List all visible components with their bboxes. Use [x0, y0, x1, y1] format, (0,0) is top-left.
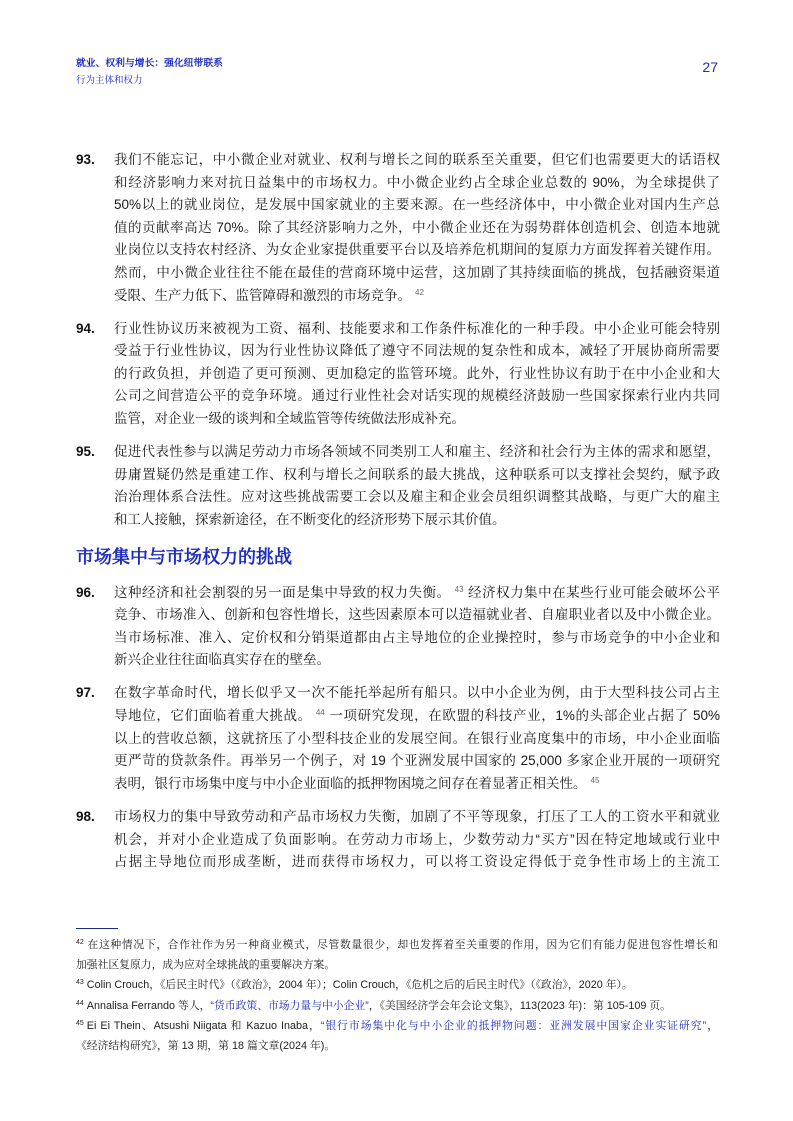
- text-line: 受益于行业性协议，因为行业性协议降低了遵守不同法规的复杂性和成本，减轻了开展协商所需要: [114, 343, 720, 359]
- text-line: 我们不能忘记，中小微企业对就业、权利与增长之间的联系至关重要，但它们也需要更大的话语权: [114, 152, 720, 167]
- page-number: 27: [702, 59, 718, 75]
- paragraph-number: 94.: [76, 320, 95, 336]
- footnote-text: ，: [706, 1019, 718, 1032]
- running-header-title: 就业、权利与增长：强化纽带联系: [76, 58, 223, 69]
- text-line: 市场权力的集中导致劳动和产品市场权力失衡，加剧了不平等现象，打压了工人的工资水平和就业: [114, 808, 720, 824]
- text-line: 50%以上的就业岗位，是发展中国家就业的主要来源。在一些经济体中，中小微企业对国内生产总: [114, 197, 720, 213]
- paragraph-text: [114, 682, 720, 795]
- text-line: 公司之间营造公平的竞争环境。通过行业性社会对话实现的规模经济鼓励一些国家探索行业内共同: [114, 388, 720, 404]
- footnote-ref-44[interactable]: 44: [315, 708, 325, 718]
- footnote-44: [76, 996, 718, 1016]
- footnote-42: [76, 935, 718, 975]
- text-line: 和经济影响力来对抗日益集中的市场权力。中小微企业约占全球企业总数的 90%，为全球提供了: [114, 174, 720, 190]
- footnote-line: [76, 975, 718, 995]
- text-line: 竞争、市场准入、创新和包容性增长，这些因素原本可以造福就业者、自雇职业者以及中小微企业。: [114, 607, 720, 623]
- text-line: 的行政负担，并创造了更可预测、更加稳定的监管环境。此外，行业性协议有助于在中小企业和大: [114, 365, 720, 381]
- text-line: 行业性协议历来被视为工资、福利、技能要求和工作条件标准化的一种手段。中小企业可能会特别: [114, 320, 720, 336]
- line-text: 导地位，它们面临着重大挑战。: [114, 708, 312, 724]
- paragraph-94: [76, 318, 722, 431]
- footnote-number: 43: [76, 979, 84, 987]
- footnote-number: 42: [76, 939, 84, 946]
- text-line: 占据主导地位而形成垄断，进而获得市场权力，可以将工资设定得低于竞争性市场上的主流工: [114, 854, 720, 870]
- text-line: 值的贡献率高达 70%。除了其经济影响力之外，中小微企业还在为弱势群体创造机会、创造本地就: [114, 219, 720, 235]
- text-line: 以上的营收总额，这就挤压了小型科技企业的发展空间。在银行业高度集中的市场，中小企业面临: [114, 730, 720, 746]
- body-content: [76, 149, 722, 884]
- footnote-line: [76, 935, 718, 955]
- text-line: 和工人接触，探索新途径，在不断变化的经济形势下展示其价值。: [114, 511, 506, 527]
- footnote-line: [76, 996, 718, 1016]
- paragraph-number: 96.: [76, 584, 95, 600]
- paragraph-text: [114, 582, 720, 672]
- paragraph-number: 97.: [76, 685, 95, 701]
- paragraph-text: [114, 149, 720, 307]
- line-text: 受限、生产力低下、监管障碍和激烈的市场竞争。: [114, 287, 411, 303]
- paragraph-97: [76, 682, 722, 795]
- text-line: 机会，并对小企业造成了负面影响。在劳动力市场上，少数劳动力“买方”因在特定地域或行业中: [114, 831, 720, 847]
- footnote-45: [76, 1016, 718, 1056]
- line-text: 一项研究发现，在欧盟的科技产业，1%的头部企业占据了 50%: [328, 708, 720, 724]
- footnote-text: Annalisa Ferrando 等人，: [86, 999, 211, 1012]
- footnote-number: 45: [76, 1019, 84, 1027]
- paragraph-96: [76, 582, 722, 672]
- paragraph-text: [114, 318, 720, 431]
- running-header-section: 行为主体和权力: [76, 75, 143, 86]
- footnote-43: [76, 975, 718, 995]
- footnote-link[interactable]: “银行市场集中化与中小企业的抵押物问题：亚洲发展中国家企业实证研究”: [320, 1019, 707, 1032]
- footnote-link[interactable]: “货币政策、市场力量与中小企业”: [210, 999, 369, 1012]
- footnote-line: [76, 1036, 718, 1056]
- paragraph-95: [76, 441, 722, 531]
- line-text: 这种经济和社会割裂的另一面是集中导致的权力失衡。: [114, 584, 451, 600]
- section-heading: 市场集中与市场权力的挑战: [76, 546, 292, 567]
- text-line: [114, 285, 720, 308]
- text-line: 业岗位以支持农村经济、为女企业家提供重要平台以及培养危机期间的复原力方面发挥着关键作用。: [114, 242, 720, 258]
- footnote-separator: [76, 928, 118, 929]
- footnote-text: Ei Ei Thein、Atsushi Niigata 和 Kazuo Inaba，: [86, 1019, 321, 1032]
- text-line: [114, 705, 720, 728]
- paragraph-text: [114, 806, 720, 874]
- footnote-text: ，《美国经济学会年会论文集》，113(2023 年)：第 105-109 页。: [368, 999, 671, 1012]
- text-line: 更严苛的贷款条件。再举另一个例子，对 19 个亚洲发展中国家的 25,000 多家企业开展的一项研究: [114, 753, 720, 769]
- text-line: [114, 773, 720, 796]
- footnote-number: 44: [76, 999, 84, 1007]
- footnote-ref-45[interactable]: 45: [590, 775, 600, 785]
- paragraph-93: [76, 149, 722, 307]
- text-line: [114, 582, 720, 605]
- footnote-text: 《经济结构研究》，第 13 期，第 18 篇文章(2024 年)。: [76, 1039, 336, 1052]
- text-line: 毋庸置疑仍然是重建工作、权利与增长之间联系的最大挑战，这种联系可以支撑社会契约，赋予政: [114, 466, 720, 482]
- paragraph-number: 93.: [76, 152, 95, 167]
- footnote-text: 在这种情况下，合作社作为另一种商业模式，尽管数量很少，却也发挥着至关重要的作用，因为它们有能力促进包容性增长和: [86, 939, 718, 951]
- text-line: 当市场标准、准入、定价权和分销渠道都由占主导地位的企业操控时，参与市场竞争的中小企业和: [114, 629, 720, 645]
- paragraph-98: [76, 806, 722, 874]
- footnote-ref-42[interactable]: 42: [415, 287, 424, 297]
- footnote-line: [76, 1016, 718, 1036]
- text-line: 在数字革命时代，增长似乎又一次不能托举起所有船只。以中小企业为例，由于大型科技公司占主: [114, 685, 720, 701]
- line-text: 表明，银行市场集中度与中小企业面临的抵押物困境之间存在着显著正相关性。: [114, 775, 587, 791]
- footnote-text: Colin Crouch，《后民主时代》（《政治》，2004 年）；Colin Crouch，《危机之后的后民主时代》（《政治》，2020 年）。: [86, 979, 633, 992]
- line-text: 经济权力集中在某些行业可能会破坏公平: [467, 584, 720, 600]
- paragraph-number: 95.: [76, 444, 95, 460]
- footnote-line: [76, 955, 718, 975]
- footnote-text: 加强社区复原力，成为应对全球挑战的重要解决方案。: [76, 959, 336, 972]
- footnotes: [76, 935, 718, 1056]
- text-line: 监管，对企业一级的谈判和全域监管等传统做法形成补充。: [114, 411, 465, 427]
- text-line: 促进代表性参与以满足劳动力市场各领域不同类别工人和雇主、经济和社会行为主体的需求和愿望，: [114, 444, 720, 460]
- text-line: 然而，中小微企业往往不能在最佳的营商环境中运营，这加剧了其持续面临的挑战，包括融资渠道: [114, 264, 720, 280]
- paragraph-number: 98.: [76, 808, 95, 824]
- paragraph-text: [114, 441, 720, 531]
- text-line: 新兴企业往往面临真实存在的壁垒。: [114, 652, 330, 668]
- text-line: 治治理体系合法性。应对这些挑战需要工会以及雇主和企业会员组织调整其战略，与更广大的雇主: [114, 489, 720, 505]
- footnote-ref-43[interactable]: 43: [454, 584, 464, 594]
